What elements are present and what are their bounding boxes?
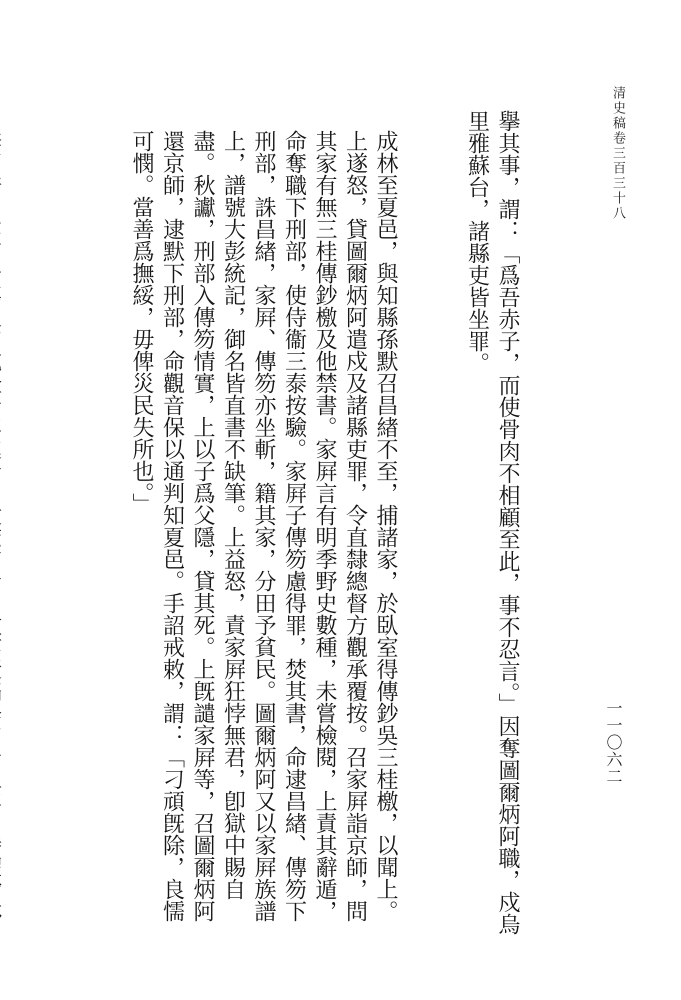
running-title: 清史稿卷三百三十八 — [610, 86, 625, 221]
page-number: 一一〇六二 — [604, 700, 623, 785]
paragraph-1: 擧其事，謂：「爲吾赤子，而使骨肉不相顧至此，事不忍言。」因奪圖爾炳阿職，戍烏里雅蘇台，諸縣吏皆坐罪。 — [464, 110, 520, 935]
paragraph-2: 成林至夏邑，與知縣孫默召昌緖不至，捕諸家，於臥室得傳鈔吳三桂檄，以聞上。上遂怒，貸圖爾炳阿遣戍及諸縣吏罪，令直隸總督方觀承覆按。召家屛詣京師，問其家有無三桂傳鈔檄及他禁書。家屛言有明季野史數種，未嘗檢閱，上責其辭遁，命奪職下刑部，使侍衞三泰按驗。家屛子傳笏慮得罪，焚其書，命逮昌緖、傳笏下刑部，誅昌緖，家屛、傳笏亦坐斬，籍其家，分田予貧民。圖爾炳阿又以家屛族譜上，譜號大彭統記，御名皆直書不缺筆。上益怒，責家屛狂悖無君，卽獄中賜自盡。秋讞，刑部入傳笏情實，上以子爲父隱，貸其死。上旣譴家屛等，召圖爾炳阿還京師，逮默下刑部，命觀音保以通判知夏邑。手詔戒敕，謂：「刁頑旣除，良懦可憫。當善爲撫綏，毋俾災民失所也。」 — [129, 130, 398, 922]
main-text-block — [83, 110, 583, 938]
paragraph-3 — [0, 130, 4, 938]
